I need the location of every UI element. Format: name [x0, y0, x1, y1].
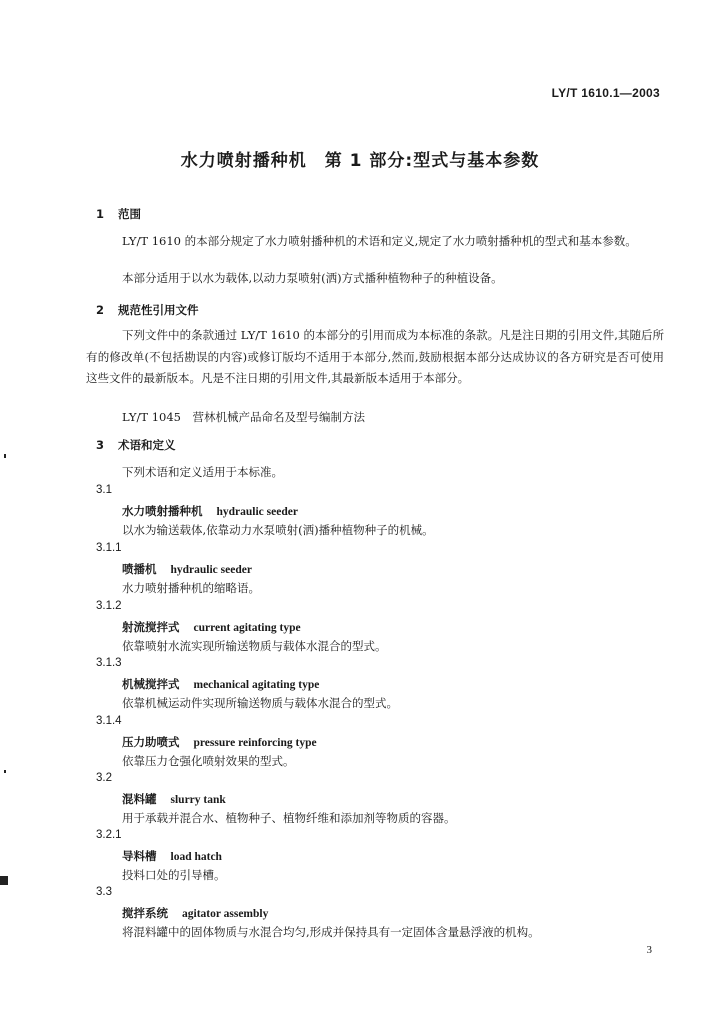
term-definition: 将混料罐中的固体物质与水混合均匀,形成并保持具有一定固体含量悬浮液的机构。 [122, 925, 540, 939]
term-entry: 搅拌系统 agitator assembly [122, 906, 269, 920]
scan-mark [4, 770, 6, 773]
section-1-paragraph-2: 本部分适用于以水为载体,以动力泵喷射(洒)方式播种植物种子的种植设备。 [122, 271, 503, 285]
section-1-heading: 1 范围 [96, 207, 141, 221]
term-entry: 喷播机 hydraulic seeder [122, 562, 252, 576]
term-definition: 以水为输送载体,依靠动力水泵喷射(洒)播种植物种子的机械。 [122, 523, 434, 537]
term-entry: 压力助喷式 pressure reinforcing type [122, 735, 317, 749]
term-definition: 依靠压力仓强化喷射效果的型式。 [122, 754, 295, 768]
term-entry: 导料槽 load hatch [122, 849, 222, 863]
normative-reference: LY/T 1045 营林机械产品命名及型号编制方法 [122, 410, 365, 424]
section-3-intro: 下列术语和定义适用于本标准。 [122, 465, 283, 479]
section-3-heading: 3 术语和定义 [96, 438, 176, 452]
term-definition: 用于承载并混合水、植物种子、植物纤维和添加剂等物质的容器。 [122, 811, 456, 825]
scan-mark [0, 876, 8, 885]
clause-number: 3.2.1 [96, 829, 122, 841]
clause-number: 3.2 [96, 772, 112, 784]
section-2-paragraph: 下列文件中的条款通过 LY/T 1610 的本部分的引用而成为本标准的条款。凡是注日期的引用文件,其随后所有的修改单(不包括勘误的内容)或修订版均不适用于本部分,然而,鼓励根据本部分达成协议的各方研究是否可使用这些文件的最新版本。凡是不注日期的引用文件,其最新版本适用于本部分。 [86, 328, 664, 385]
term-entry: 水力喷射播种机 hydraulic seeder [122, 504, 298, 518]
term-entry: 机械搅拌式 mechanical agitating type [122, 677, 320, 691]
page-number: 3 [646, 944, 652, 956]
term-definition: 投料口处的引导槽。 [122, 868, 226, 882]
clause-number: 3.1.1 [96, 542, 122, 554]
section-2-heading: 2 规范性引用文件 [96, 303, 199, 317]
clause-number: 3.1.4 [96, 715, 122, 727]
document-title: 水力喷射播种机 第 1 部分:型式与基本参数 [180, 151, 540, 171]
term-definition: 依靠机械运动件实现所输送物质与载体水混合的型式。 [122, 696, 398, 710]
term-entry: 混料罐 slurry tank [122, 792, 226, 806]
clause-number: 3.1 [96, 484, 112, 496]
standard-code: LY/T 1610.1—2003 [551, 86, 660, 100]
scan-mark [4, 454, 6, 458]
term-definition: 水力喷射播种机的缩略语。 [122, 581, 260, 595]
section-1-paragraph-1: LY/T 1610 的本部分规定了水力喷射播种机的术语和定义,规定了水力喷射播种机的型式和基本参数。 [122, 234, 637, 248]
term-entry: 射流搅拌式 current agitating type [122, 620, 301, 634]
clause-number: 3.1.3 [96, 657, 122, 669]
clause-number: 3.1.2 [96, 600, 122, 612]
term-definition: 依靠喷射水流实现所输送物质与载体水混合的型式。 [122, 639, 387, 653]
clause-number: 3.3 [96, 886, 112, 898]
